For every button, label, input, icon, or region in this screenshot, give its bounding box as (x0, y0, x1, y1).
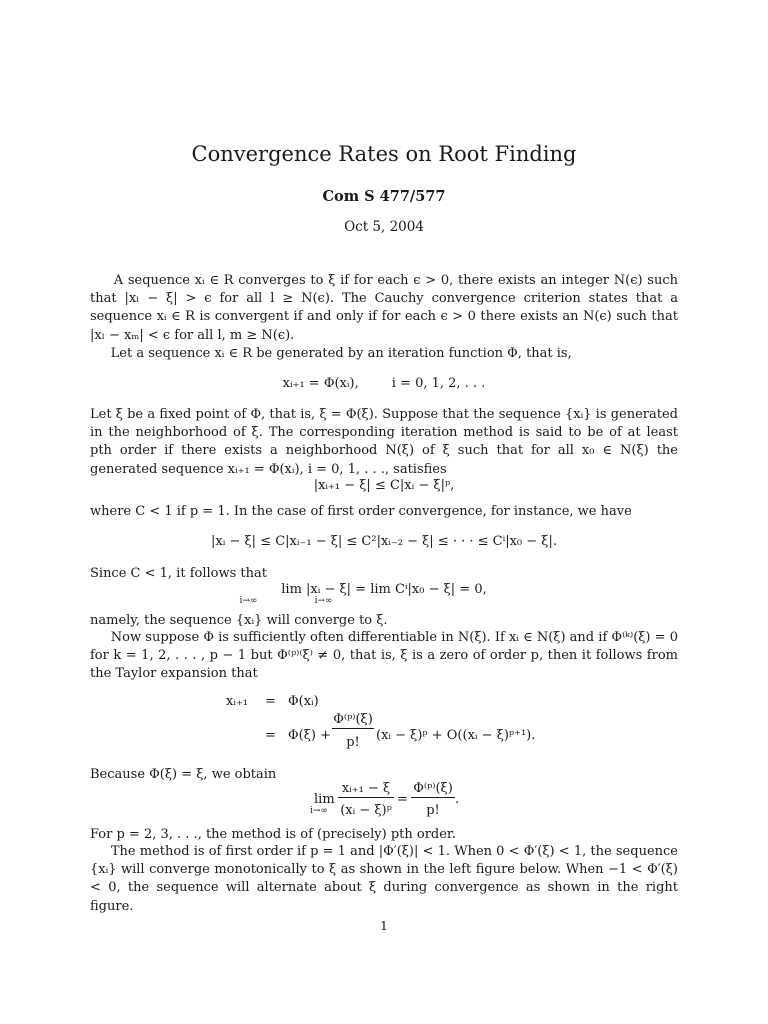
paragraph-convergence-definition: A sequence xᵢ ∈ R converges to ξ if for each ϵ > 0, there exists an integer N(ϵ) such that |xₗ − ξ| > ϵ for all l ≥ N(ϵ). The Cauchy convergence criterion states that a sequence xᵢ ∈ R is convergent if and only if for each ϵ > 0 there exists an N(ϵ) such that |xₗ − xₘ| < ϵ for all l, m ≥ N(ϵ). (90, 273, 683, 343)
ratio-period: . (455, 792, 460, 807)
taylor-fraction-denominator: p! (346, 735, 360, 750)
taylor-remainder: (xᵢ − ξ)ᵖ + O((xᵢ − ξ)ᵖ⁺¹). (376, 728, 536, 743)
ratio-fraction-numerator: xᵢ₊₁ − ξ (338, 781, 394, 798)
equation-chain-inequality: |xᵢ − ξ| ≤ C|xᵢ₋₁ − ξ| ≤ C²|xᵢ₋₂ − ξ| ≤ · · · ≤ Cⁱ|x₀ − ξ|. (211, 534, 557, 549)
equation-order-bound: |xᵢ₊₁ − ξ| ≤ C|xᵢ − ξ|ᵖ, (313, 478, 455, 493)
paragraph-iteration-function: Let a sequence xᵢ ∈ R be generated by an iteration function Φ, that is, (90, 346, 572, 361)
equation-limit: lim |xᵢ − ξ| = lim Cⁱ|x₀ − ξ| = 0, (281, 582, 487, 597)
paragraph-first-order-method: The method is of first order if p = 1 and |Φ′(ξ)| < 1. When 0 < Φ′(ξ) < 1, the sequence {xᵢ} will converge monotonically to ξ as shown in the left figure below. When −1 < Φ′(ξ) < 0, the sequence will alternate about ξ during convergence as shown in the right figure. (90, 844, 683, 914)
taylor-rhs-1: Φ(xᵢ) (288, 694, 319, 709)
paragraph-since: Since C < 1, it follows that (90, 566, 267, 581)
taylor-lhs: xᵢ₊₁ (226, 694, 249, 709)
paragraph-first-order: where C < 1 if p = 1. In the case of first order convergence, for instance, we have (90, 504, 632, 519)
paragraph-because: Because Φ(ξ) = ξ, we obtain (90, 767, 277, 782)
taylor-eq-sign-1: = (265, 694, 276, 709)
paragraph-fixed-point: Let ξ be a fixed point of Φ, that is, ξ = Φ(ξ). Suppose that the sequence {xᵢ} is generated in the neighborhood of ξ. The corresponding iteration method is said to be of at least pth order if there exists a neighborhood N(ξ) of ξ such that for all x₀ ∈ N(ξ) the generated sequence xᵢ₊₁ = Φ(xᵢ), i = 0, 1, . . ., satisfies (90, 407, 678, 477)
ratio-fraction2-numerator: Φ⁽ᵖ⁾(ξ) (411, 781, 455, 798)
paragraph-taylor: Now suppose Φ is sufficiently often differentiable in N(ξ). If xᵢ ∈ N(ξ) and if Φ⁽ᵏ⁾(ξ) = 0 for k = 1, 2, . . . , p − 1 but Φ⁽ᵖ⁾⁽ξ⁾ ≠ 0, that is, ξ is a zero of order p, then it follows from the Taylor expansion that (90, 630, 683, 682)
page-number: 1 (380, 918, 388, 933)
course-name: Com S 477/577 (322, 188, 446, 205)
equation-iteration: xᵢ₊₁ = Φ(xᵢ), i = 0, 1, 2, . . . (282, 376, 486, 391)
ratio-lim: lim (314, 792, 335, 807)
taylor-fraction-numerator: Φ⁽ᵖ⁾(ξ) (333, 712, 373, 727)
paragraph-pth-order: For p = 2, 3, . . ., the method is of (precisely) pth order. (90, 827, 456, 842)
taylor-term-phi: Φ(ξ) + (288, 728, 331, 743)
ratio-fraction-denominator: (xᵢ − ξ)ᵖ (340, 803, 392, 818)
ratio-lim-subscript: i→∞ (310, 806, 328, 816)
ratio-eq-sign: = (397, 792, 408, 807)
ratio-fraction2-denominator: p! (426, 803, 440, 818)
taylor-eq-sign-2: = (265, 728, 276, 743)
equation-limit-subscripts: i→∞ i→∞ (239, 596, 333, 606)
paper-date: Oct 5, 2004 (344, 219, 424, 235)
paper-title: Convergence Rates on Root Finding (191, 142, 577, 166)
paragraph-converge: namely, the sequence {xᵢ} will converge to ξ. (90, 613, 388, 628)
